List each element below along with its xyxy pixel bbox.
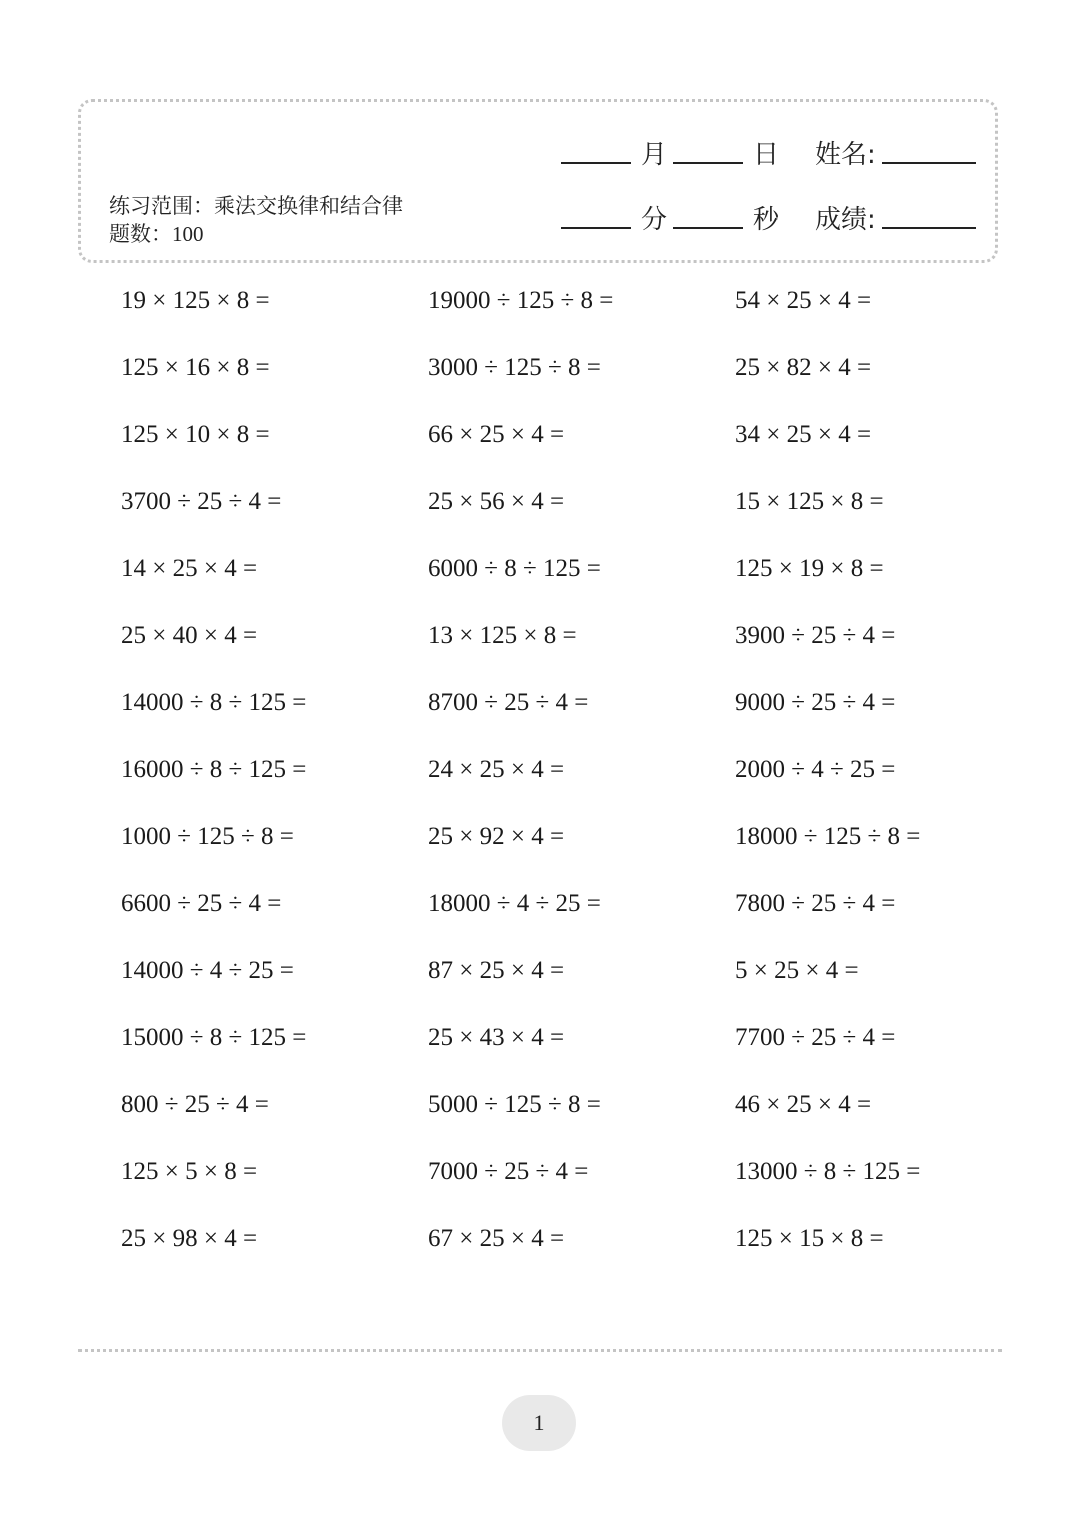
- problem: 13000 ÷ 8 ÷ 125 =: [735, 1158, 921, 1185]
- problem: 25 × 40 × 4 =: [121, 622, 258, 649]
- second-blank[interactable]: [673, 227, 743, 229]
- problem-row: [0, 350, 1080, 390]
- practice-scope: [109, 192, 409, 248]
- scope-text: 练习范围：乘法交换律和结合律: [109, 194, 403, 218]
- problem: 800 ÷ 25 ÷ 4 =: [121, 1091, 269, 1118]
- problem: 125 × 16 × 8 =: [121, 354, 270, 381]
- header-box: [78, 99, 998, 263]
- problem: 14000 ÷ 8 ÷ 125 =: [121, 689, 307, 716]
- page-number: 1: [533, 1410, 545, 1435]
- problem: 66 × 25 × 4 =: [428, 421, 565, 448]
- problem-row: [0, 819, 1080, 859]
- month-blank[interactable]: [561, 162, 631, 164]
- problem-row: [0, 1020, 1080, 1060]
- problem: 25 × 56 × 4 =: [428, 488, 565, 515]
- problem: 5000 ÷ 125 ÷ 8 =: [428, 1091, 601, 1118]
- problem: 14 × 25 × 4 =: [121, 555, 258, 582]
- problem: 5 × 25 × 4 =: [735, 957, 859, 984]
- problem: 3700 ÷ 25 ÷ 4 =: [121, 488, 282, 515]
- problem: 9000 ÷ 25 ÷ 4 =: [735, 689, 896, 716]
- problem: 46 × 25 × 4 =: [735, 1091, 872, 1118]
- problem: 125 × 5 × 8 =: [121, 1158, 258, 1185]
- problem-row: [0, 1087, 1080, 1127]
- problem: 87 × 25 × 4 =: [428, 957, 565, 984]
- problem: 18000 ÷ 125 ÷ 8 =: [735, 823, 921, 850]
- bottom-divider: [78, 1349, 1002, 1352]
- page-number-badge: [502, 1395, 576, 1451]
- problem: 1000 ÷ 125 ÷ 8 =: [121, 823, 294, 850]
- problem: 34 × 25 × 4 =: [735, 421, 872, 448]
- problem-row: [0, 484, 1080, 524]
- problem: 24 × 25 × 4 =: [428, 756, 565, 783]
- problem: 6000 ÷ 8 ÷ 125 =: [428, 555, 601, 582]
- problem: 13 × 125 × 8 =: [428, 622, 577, 649]
- problem: 7800 ÷ 25 ÷ 4 =: [735, 890, 896, 917]
- problem: 19000 ÷ 125 ÷ 8 =: [428, 287, 614, 314]
- problem: 3000 ÷ 125 ÷ 8 =: [428, 354, 601, 381]
- problem-row: [0, 1221, 1080, 1261]
- problem: 25 × 82 × 4 =: [735, 354, 872, 381]
- problem: 25 × 98 × 4 =: [121, 1225, 258, 1252]
- score-blank[interactable]: [882, 227, 976, 229]
- problem-row: [0, 685, 1080, 725]
- problem: 25 × 43 × 4 =: [428, 1024, 565, 1051]
- time-score-row: [551, 197, 971, 237]
- problem-row: [0, 953, 1080, 993]
- problem: 125 × 10 × 8 =: [121, 421, 270, 448]
- problem: 15 × 125 × 8 =: [735, 488, 884, 515]
- name-label: 姓名:: [815, 140, 876, 170]
- problem: 125 × 19 × 8 =: [735, 555, 884, 582]
- problem: 3900 ÷ 25 ÷ 4 =: [735, 622, 896, 649]
- problem: 2000 ÷ 4 ÷ 25 =: [735, 756, 896, 783]
- problem: 19 × 125 × 8 =: [121, 287, 270, 314]
- minute-blank[interactable]: [561, 227, 631, 229]
- problem: 15000 ÷ 8 ÷ 125 =: [121, 1024, 307, 1051]
- problem: 125 × 15 × 8 =: [735, 1225, 884, 1252]
- second-label: 秒: [753, 205, 780, 235]
- name-blank[interactable]: [882, 162, 976, 164]
- minute-label: 分: [641, 205, 668, 235]
- problem: 18000 ÷ 4 ÷ 25 =: [428, 890, 601, 917]
- problem: 8700 ÷ 25 ÷ 4 =: [428, 689, 589, 716]
- problem: 54 × 25 × 4 =: [735, 287, 872, 314]
- day-label: 日: [753, 140, 780, 170]
- question-count: 100: [172, 222, 204, 246]
- problem: 6600 ÷ 25 ÷ 4 =: [121, 890, 282, 917]
- problem: 67 × 25 × 4 =: [428, 1225, 565, 1252]
- date-name-row: [551, 132, 971, 172]
- problem: 7700 ÷ 25 ÷ 4 =: [735, 1024, 896, 1051]
- problem-row: [0, 618, 1080, 658]
- problem-row: [0, 551, 1080, 591]
- problem-row: [0, 1154, 1080, 1194]
- problem-row: [0, 752, 1080, 792]
- problem: 16000 ÷ 8 ÷ 125 =: [121, 756, 307, 783]
- problem: 25 × 92 × 4 =: [428, 823, 565, 850]
- score-label: 成绩:: [815, 205, 876, 235]
- problem-row: [0, 283, 1080, 323]
- problem-row: [0, 417, 1080, 457]
- problem: 7000 ÷ 25 ÷ 4 =: [428, 1158, 589, 1185]
- question-count-label: 题数：: [109, 222, 172, 246]
- problem-row: [0, 886, 1080, 926]
- day-blank[interactable]: [673, 162, 743, 164]
- month-label: 月: [641, 140, 668, 170]
- problem: 14000 ÷ 4 ÷ 25 =: [121, 957, 294, 984]
